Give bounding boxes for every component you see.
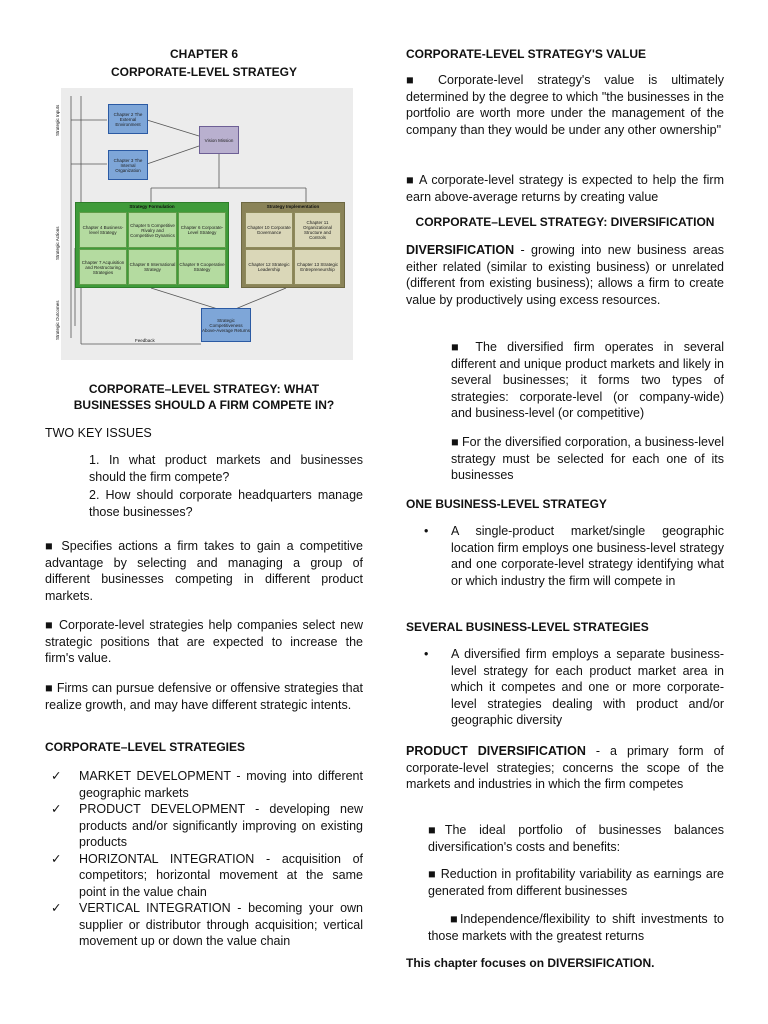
list-item: ✓ VERTICAL INTEGRATION - becoming your own supplier or distributor through acquisition; vertical movement up or down the value chain	[45, 900, 363, 950]
paragraph-specifies-actions: ■ Specifies actions a firm takes to gain a competitive advantage by selecting and managing a group of different businesses competing in different product markets.	[45, 539, 363, 603]
side-label-actions: Strategic Actions	[55, 226, 60, 260]
product-diversification-definition: PRODUCT DIVERSIFICATION - a primary form of corporate-level strategies; concerns the scope of the markets and industries in which the firm competes	[406, 744, 724, 791]
one-strategy-item: • A single-product market/single geographic location firm employs one business-level strategy and one corporate-level strategy identifying what or which industry the firm will compete in	[424, 524, 724, 588]
one-strategy-heading: ONE BUSINESS-LEVEL STRATEGY	[406, 497, 607, 511]
box-vision-mission: Vision Mission	[199, 126, 239, 154]
chapter-focus-note: This chapter focuses on DIVERSIFICATION.	[406, 956, 655, 970]
formulation-title: Strategy Formulation	[129, 204, 175, 209]
key-issue-1: 1. In what product markets and businesses should the firm compete?	[89, 453, 363, 484]
feedback-label: Feedback	[135, 338, 155, 343]
bullet-icon: •	[424, 524, 429, 538]
box-chapter-8: Chapter 8 International Strategy	[128, 249, 177, 285]
diversification-definition: DIVERSIFICATION - growing into new business areas either related (similar to existing business) or unrelated (different from existing business); allows a firm to create value by productively using excess resources.	[406, 243, 724, 307]
value-heading: CORPORATE-LEVEL STRATEGY'S VALUE	[406, 47, 646, 61]
box-chapter-3: Chapter 3 The Internal Organization	[108, 150, 148, 180]
checkmark-icon: ✓	[51, 851, 62, 866]
bullet-icon: •	[424, 647, 429, 661]
box-chapter-9: Chapter 9 Cooperative Strategy	[178, 249, 226, 285]
box-chapter-4: Chapter 4 Business-level Strategy	[79, 212, 127, 248]
diversification-bullet-1: ■ The diversified firm operates in several different and unique product markets and likely in several businesses; it forms two types of strategies: corporate-level (or company-wide) and business-level (or competitive)	[451, 340, 724, 420]
two-key-issues-label: TWO KEY ISSUES	[45, 426, 152, 440]
box-chapter-12: Chapter 12 Strategic Leadership	[245, 249, 293, 285]
diversification-heading: CORPORATE–LEVEL STRATEGY: DIVERSIFICATION	[415, 215, 715, 229]
strategy-implementation-panel	[241, 202, 345, 288]
checkmark-icon: ✓	[51, 802, 62, 816]
strategic-management-diagram	[55, 88, 353, 360]
strategies-list	[45, 768, 363, 950]
checkmark-icon: ✓	[51, 769, 62, 783]
strategies-heading: CORPORATE–LEVEL STRATEGIES	[45, 740, 246, 754]
value-paragraph-1: ■ Corporate-level strategy's value is ultimately determined by the degree to which "the businesses in the portfolio are worth more under the management of the company than they would be under any other ownership"	[406, 73, 724, 137]
portfolio-bullet-1: ■The ideal portfolio of businesses balances diversification's costs and benefits:	[428, 823, 724, 854]
box-chapter-5: Chapter 5 Competitive Rivalry and Competitive Dynamics	[128, 212, 177, 248]
key-issue-2: 2. How should corporate headquarters manage those businesses?	[89, 488, 363, 519]
paragraph-select-positions: ■ Corporate-level strategies help companies select new strategic positions that are expected to increase the firm's value.	[45, 618, 363, 665]
box-chapter-7: Chapter 7 Acquisition and Restructuring Strategies	[79, 249, 127, 285]
several-strategies-heading: SEVERAL BUSINESS-LEVEL STRATEGIES	[406, 620, 649, 634]
box-chapter-11: Chapter 11 Organizational Structure and Controls	[294, 212, 341, 248]
list-item: ✓ PRODUCT DEVELOPMENT - developing new products and/or significantly improving on existing products	[45, 801, 363, 851]
page-title: CORPORATE-LEVEL STRATEGY	[110, 65, 297, 79]
box-strategic-outcome: Strategic Competitiveness Above-Average Returns	[201, 308, 251, 342]
portfolio-bullet-3: ■Independence/flexibility to shift investments to those markets with the greatest returns	[428, 912, 724, 943]
box-chapter-10: Chapter 10 Corporate Governance	[245, 212, 293, 248]
diversification-term: DIVERSIFICATION	[406, 243, 515, 257]
box-chapter-13: Chapter 13 Strategic Entrepreneurship	[294, 249, 341, 285]
checkmark-icon: ✓	[51, 901, 62, 915]
implementation-title: Strategy Implementation	[266, 204, 320, 209]
side-label-inputs: Strategic Inputs	[55, 104, 60, 136]
portfolio-bullet-2: ■ Reduction in profitability variability as earnings are generated from different businesses	[428, 867, 724, 898]
list-item: ✓ HORIZONTAL INTEGRATION - acquisition of competitors; horizontal movement at the same point in the value chain	[45, 851, 363, 901]
box-chapter-2: Chapter 2 The External Environment	[108, 104, 148, 134]
chapter-number: CHAPTER 6	[169, 47, 238, 61]
strategy-formulation-panel	[75, 202, 229, 288]
value-paragraph-2: ■ A corporate-level strategy is expected to help the firm earn above-average returns by creating value	[406, 173, 724, 204]
side-label-outcomes: Strategic Outcomes	[55, 300, 60, 340]
product-diversification-term: PRODUCT DIVERSIFICATION	[406, 744, 586, 758]
box-chapter-6: Chapter 6 Corporate-Level Strategy	[178, 212, 226, 248]
list-item: ✓ MARKET DEVELOPMENT - moving into different geographic markets	[45, 768, 363, 801]
question-heading-line-2: BUSINESSES SHOULD A FIRM COMPETE IN?	[73, 398, 335, 412]
paragraph-defensive-offensive: ■ Firms can pursue defensive or offensive strategies that realize growth, and may have different strategic intents.	[45, 681, 363, 712]
question-heading-line-1: CORPORATE–LEVEL STRATEGY: WHAT	[88, 382, 320, 396]
several-strategies-item: • A diversified firm employs a separate business-level strategy for each product market area in which it competes and one or more corporate-level strategies dealing with product and/or geographic diversity	[424, 647, 724, 727]
diversification-bullet-2: ■ For the diversified corporation, a business-level strategy must be selected for each one of its businesses	[451, 435, 724, 482]
